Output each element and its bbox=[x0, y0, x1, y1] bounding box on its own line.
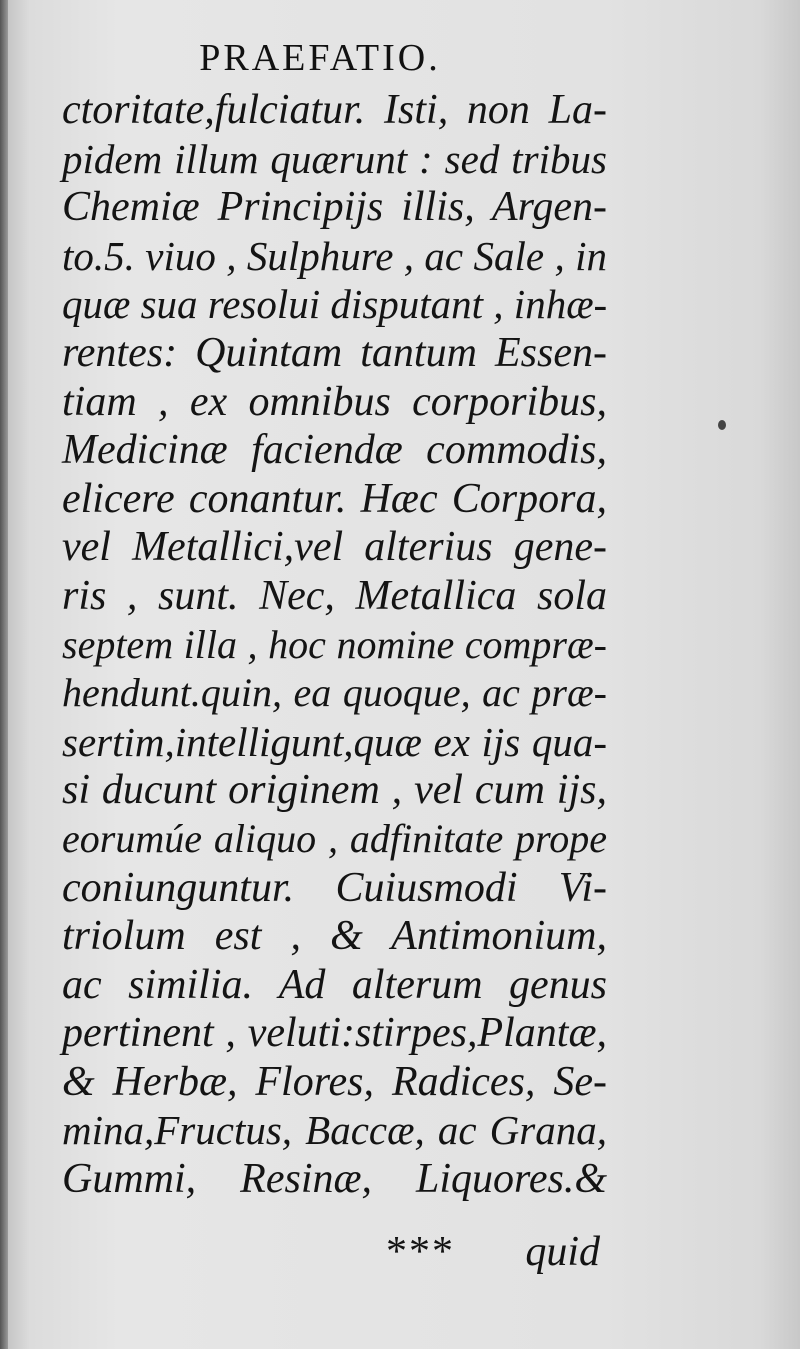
text-line: pidem illum quærunt : sed tribus bbox=[62, 135, 607, 182]
text-line: to.5. viuo , Sulphure , ac Sale , in bbox=[62, 232, 607, 279]
text-line: quæ sua resolui disputant , inhæ- bbox=[62, 281, 608, 328]
text-line: rentes: Quintam tantum Essen- bbox=[62, 329, 607, 376]
text-line: Gummi, Resinæ, Liquores.& bbox=[62, 1156, 607, 1203]
text-line: pertinent , veluti:stirpes,Plantæ, bbox=[62, 1010, 607, 1057]
catchword: quid bbox=[525, 1229, 600, 1275]
text-line: Chemiæ Principijs illis, Argen- bbox=[62, 184, 607, 231]
text-line: si ducunt originem , vel cum ijs, bbox=[62, 767, 607, 814]
text-line: ris , sunt. Nec, Metallica sola bbox=[62, 572, 607, 619]
text-line: vel Metallici,vel alterius gene- bbox=[62, 524, 607, 571]
text-line: sertim,intelligunt,quæ ex ijs qua- bbox=[62, 718, 607, 765]
running-head: PRAEFATIO. bbox=[199, 37, 441, 79]
text-line: & Herbæ, Flores, Radices, Se- bbox=[62, 1058, 607, 1105]
paper-speck bbox=[718, 420, 726, 430]
body-text bbox=[62, 86, 607, 1204]
signature-catchword-line bbox=[386, 1228, 600, 1276]
page-binding-edge bbox=[0, 0, 8, 1349]
text-line: eorumúe aliquo , adfinitate prope bbox=[62, 815, 607, 861]
text-line: elicere conantur. Hæc Corpora, bbox=[62, 475, 607, 522]
text-line: coniunguntur. Cuiusmodi Vi- bbox=[62, 864, 607, 911]
text-line: triolum est , & Antimonium, bbox=[62, 913, 607, 960]
text-line: ctoritate,fulciatur. Isti, non La- bbox=[62, 87, 607, 133]
text-line: mina,Fructus, Baccæ, ac Grana, bbox=[62, 1107, 607, 1154]
text-line: hendunt.quin, ea quoque, ac præ- bbox=[62, 670, 607, 716]
text-line: ac similia. Ad alterum genus bbox=[62, 961, 607, 1008]
text-line: Medicinæ faciendæ commodis, bbox=[62, 427, 607, 474]
signature-mark: *** bbox=[386, 1229, 455, 1275]
text-line: tiam , ex omnibus corporibus, bbox=[62, 378, 607, 425]
text-line: septem illa , hoc nomine compræ- bbox=[62, 621, 607, 667]
